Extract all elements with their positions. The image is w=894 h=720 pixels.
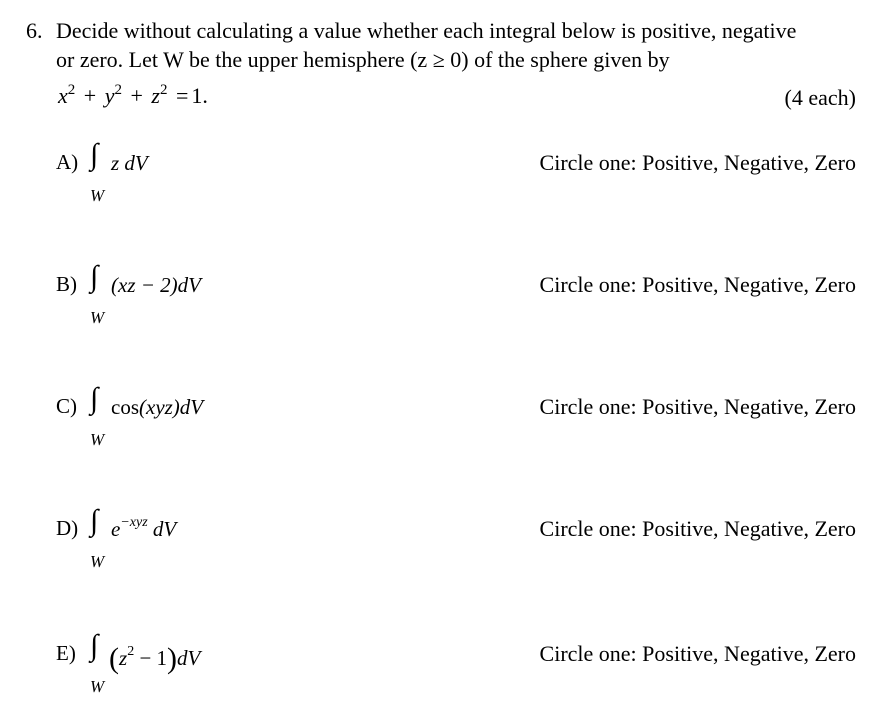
problem-text-line-1: Decide without calculating a value whether each integral below is positive, negative xyxy=(56,18,797,43)
region-label-b: W xyxy=(90,308,105,327)
integrand-e: $(z^2 - 1)dV$ xyxy=(109,642,201,675)
question-a-label: A) xyxy=(56,150,79,174)
problem-text-line-2: or zero. Let W be the upper hemisphere (z ≥ 0) of the sphere given by xyxy=(56,47,670,72)
circle-one-a: Circle one: Positive, Negative, Zero xyxy=(539,150,856,175)
sphere-equation: $x^2 + y^2 + z^2 = 1$. xyxy=(58,82,208,108)
circle-one-d: Circle one: Positive, Negative, Zero xyxy=(539,516,856,541)
region-label-c: W xyxy=(90,430,105,449)
integral-sign-c: ∫ xyxy=(90,382,99,415)
question-d-label: D) xyxy=(56,516,79,540)
circle-one-c: Circle one: Positive, Negative, Zero xyxy=(539,394,856,419)
question-e-label: E) xyxy=(56,641,76,665)
points-label: (4 each) xyxy=(784,85,856,110)
integrand-c: cos(xyz)dV xyxy=(111,395,204,419)
integral-sign-a: ∫ xyxy=(90,138,99,171)
region-label-e: W xyxy=(90,677,105,696)
integral-sign-d: ∫ xyxy=(90,504,99,537)
circle-one-b: Circle one: Positive, Negative, Zero xyxy=(539,272,856,297)
integral-sign-b: ∫ xyxy=(90,260,99,293)
integrand-d: $e^{-xyz}$ dV xyxy=(111,515,177,541)
region-label-a: W xyxy=(90,186,105,205)
problem-number: 6. xyxy=(26,18,43,43)
region-label-d: W xyxy=(90,552,105,571)
integral-sign-e: ∫ xyxy=(90,629,99,662)
question-c-label: C) xyxy=(56,394,77,418)
integrand-b: (xz − 2)dV xyxy=(111,273,201,297)
circle-one-e: Circle one: Positive, Negative, Zero xyxy=(539,641,856,666)
question-b-label: B) xyxy=(56,272,77,296)
integrand-a: z dV xyxy=(111,151,148,175)
